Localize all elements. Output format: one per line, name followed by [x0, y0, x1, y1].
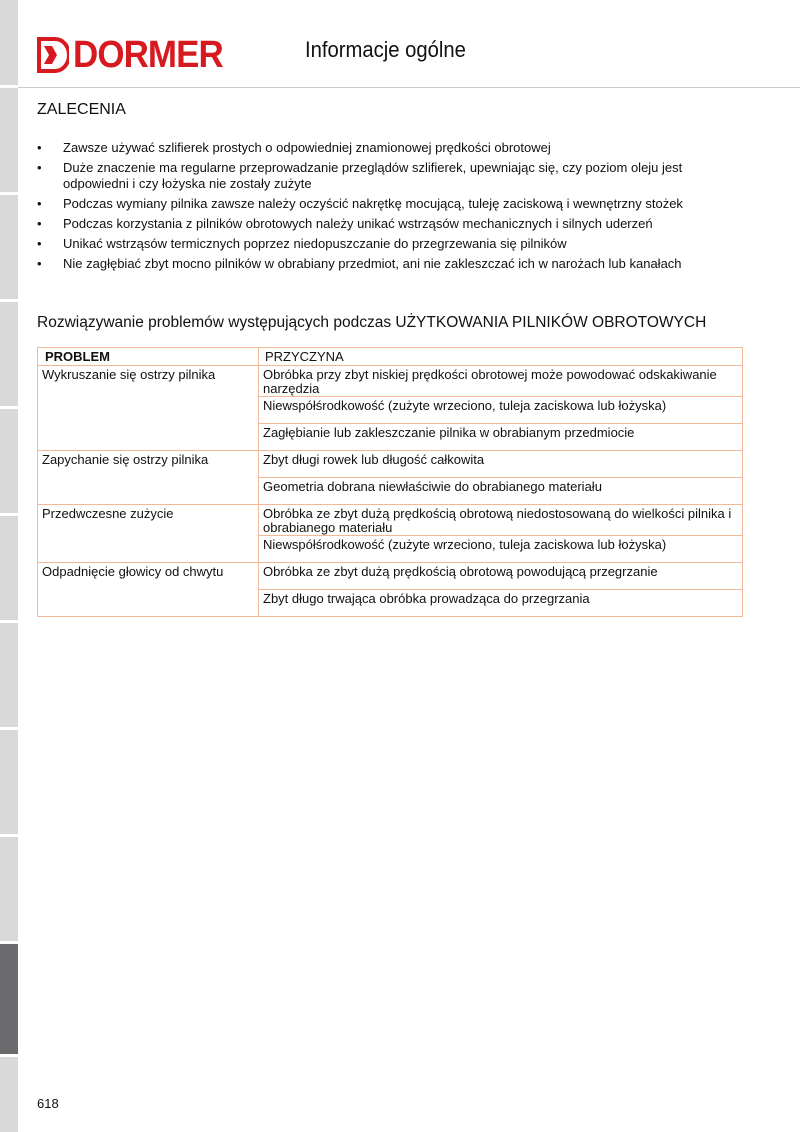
section-tab-strip: [0, 0, 18, 1132]
cause-cell: Obróbka przy zbyt niskiej prędkości obrotowej może powodować odskakiwanie narzędzia: [259, 366, 743, 397]
list-item-text: Podczas korzystania z pilników obrotowych należy unikać wstrząsów mechanicznych i silnych uderzeń: [63, 216, 653, 231]
bullet-icon: •: [37, 216, 42, 231]
bullet-icon: •: [37, 256, 42, 271]
bullet-icon: •: [37, 140, 42, 155]
header-divider: [18, 87, 800, 88]
troubleshooting-table: [37, 347, 743, 617]
bullet-icon: •: [37, 236, 42, 251]
bullet-icon: •: [37, 196, 42, 211]
section-tab[interactable]: [0, 623, 18, 727]
section-tab-active[interactable]: [0, 944, 18, 1054]
bullet-icon: •: [37, 160, 42, 175]
list-item: [37, 140, 737, 156]
list-item-text: Nie zagłębiać zbyt mocno pilników w obrabiany przedmiot, ani nie zakleszczać ich w narożach lub kanałach: [63, 256, 682, 271]
cause-cell: Obróbka ze zbyt dużą prędkością obrotową powodującą przegrzanie: [259, 563, 743, 590]
section-tab[interactable]: [0, 302, 18, 406]
table-row: [38, 505, 743, 536]
section-tab[interactable]: [0, 409, 18, 513]
table-row: [38, 451, 743, 478]
list-item: [37, 216, 737, 232]
cause-cell: Niewspółśrodkowość (zużyte wrzeciono, tuleja zaciskowa lub łożyska): [259, 536, 743, 563]
section-tab[interactable]: [0, 1057, 18, 1132]
brand-name: DORMER: [73, 34, 223, 76]
section-tab[interactable]: [0, 730, 18, 834]
problem-cell: Odpadnięcie głowicy od chwytu: [38, 563, 259, 617]
troubleshooting-heading: Rozwiązywanie problemów występujących podczas UŻYTKOWANIA PILNIKÓW OBROTOWYCH: [37, 314, 707, 331]
recommendations-list: [37, 140, 737, 276]
table-row: [38, 563, 743, 590]
table-header-row: [38, 348, 743, 366]
cause-cell: Zbyt długo trwająca obróbka prowadząca do przegrzania: [259, 590, 743, 617]
list-item: [37, 236, 737, 252]
section-tab[interactable]: [0, 516, 18, 620]
cause-cell: Zbyt długi rowek lub długość całkowita: [259, 451, 743, 478]
list-item-text: Zawsze używać szlifierek prostych o odpowiedniej znamionowej prędkości obrotowej: [63, 140, 551, 155]
list-item-text: Unikać wstrząsów termicznych poprzez niedopuszczanie do przegrzewania się pilników: [63, 236, 567, 251]
recommendations-heading: ZALECENIA: [37, 101, 126, 118]
cause-cell: Geometria dobrana niewłaściwie do obrabianego materiału: [259, 478, 743, 505]
table-row: [38, 366, 743, 397]
page-number: 618: [37, 1096, 59, 1111]
cause-cell: Zagłębianie lub zakleszczanie pilnika w obrabianym przedmiocie: [259, 424, 743, 451]
problem-cell: Zapychanie się ostrzy pilnika: [38, 451, 259, 505]
page-header-title: Informacje ogólne: [305, 37, 466, 62]
column-header-cause: PRZYCZYNA: [259, 348, 743, 366]
cause-cell: Obróbka ze zbyt dużą prędkością obrotową niedostosowaną do wielkości pilnika i obrabianego materiału: [259, 505, 743, 536]
list-item-text: Duże znaczenie ma regularne przeprowadzanie przeglądów szlifierek, upewniając się, czy poziom oleju jest odpowiedni i czy łożyska nie zostały zużyte: [63, 160, 683, 191]
list-item: [37, 256, 737, 272]
dormer-logo-mark: [37, 37, 69, 73]
section-tab[interactable]: [0, 837, 18, 941]
dormer-logo: [37, 34, 230, 76]
cause-cell: Niewspółśrodkowość (zużyte wrzeciono, tuleja zaciskowa lub łożyska): [259, 397, 743, 424]
column-header-problem: PROBLEM: [38, 348, 259, 366]
problem-cell: Wykruszanie się ostrzy pilnika: [38, 366, 259, 451]
list-item: [37, 160, 737, 192]
problem-cell: Przedwczesne zużycie: [38, 505, 259, 563]
section-tab[interactable]: [0, 88, 18, 192]
section-tab[interactable]: [0, 0, 18, 85]
list-item-text: Podczas wymiany pilnika zawsze należy oczyścić nakrętkę mocującą, tuleję zaciskową i wewnętrzny stożek: [63, 196, 683, 211]
section-tab[interactable]: [0, 195, 18, 299]
list-item: [37, 196, 737, 212]
